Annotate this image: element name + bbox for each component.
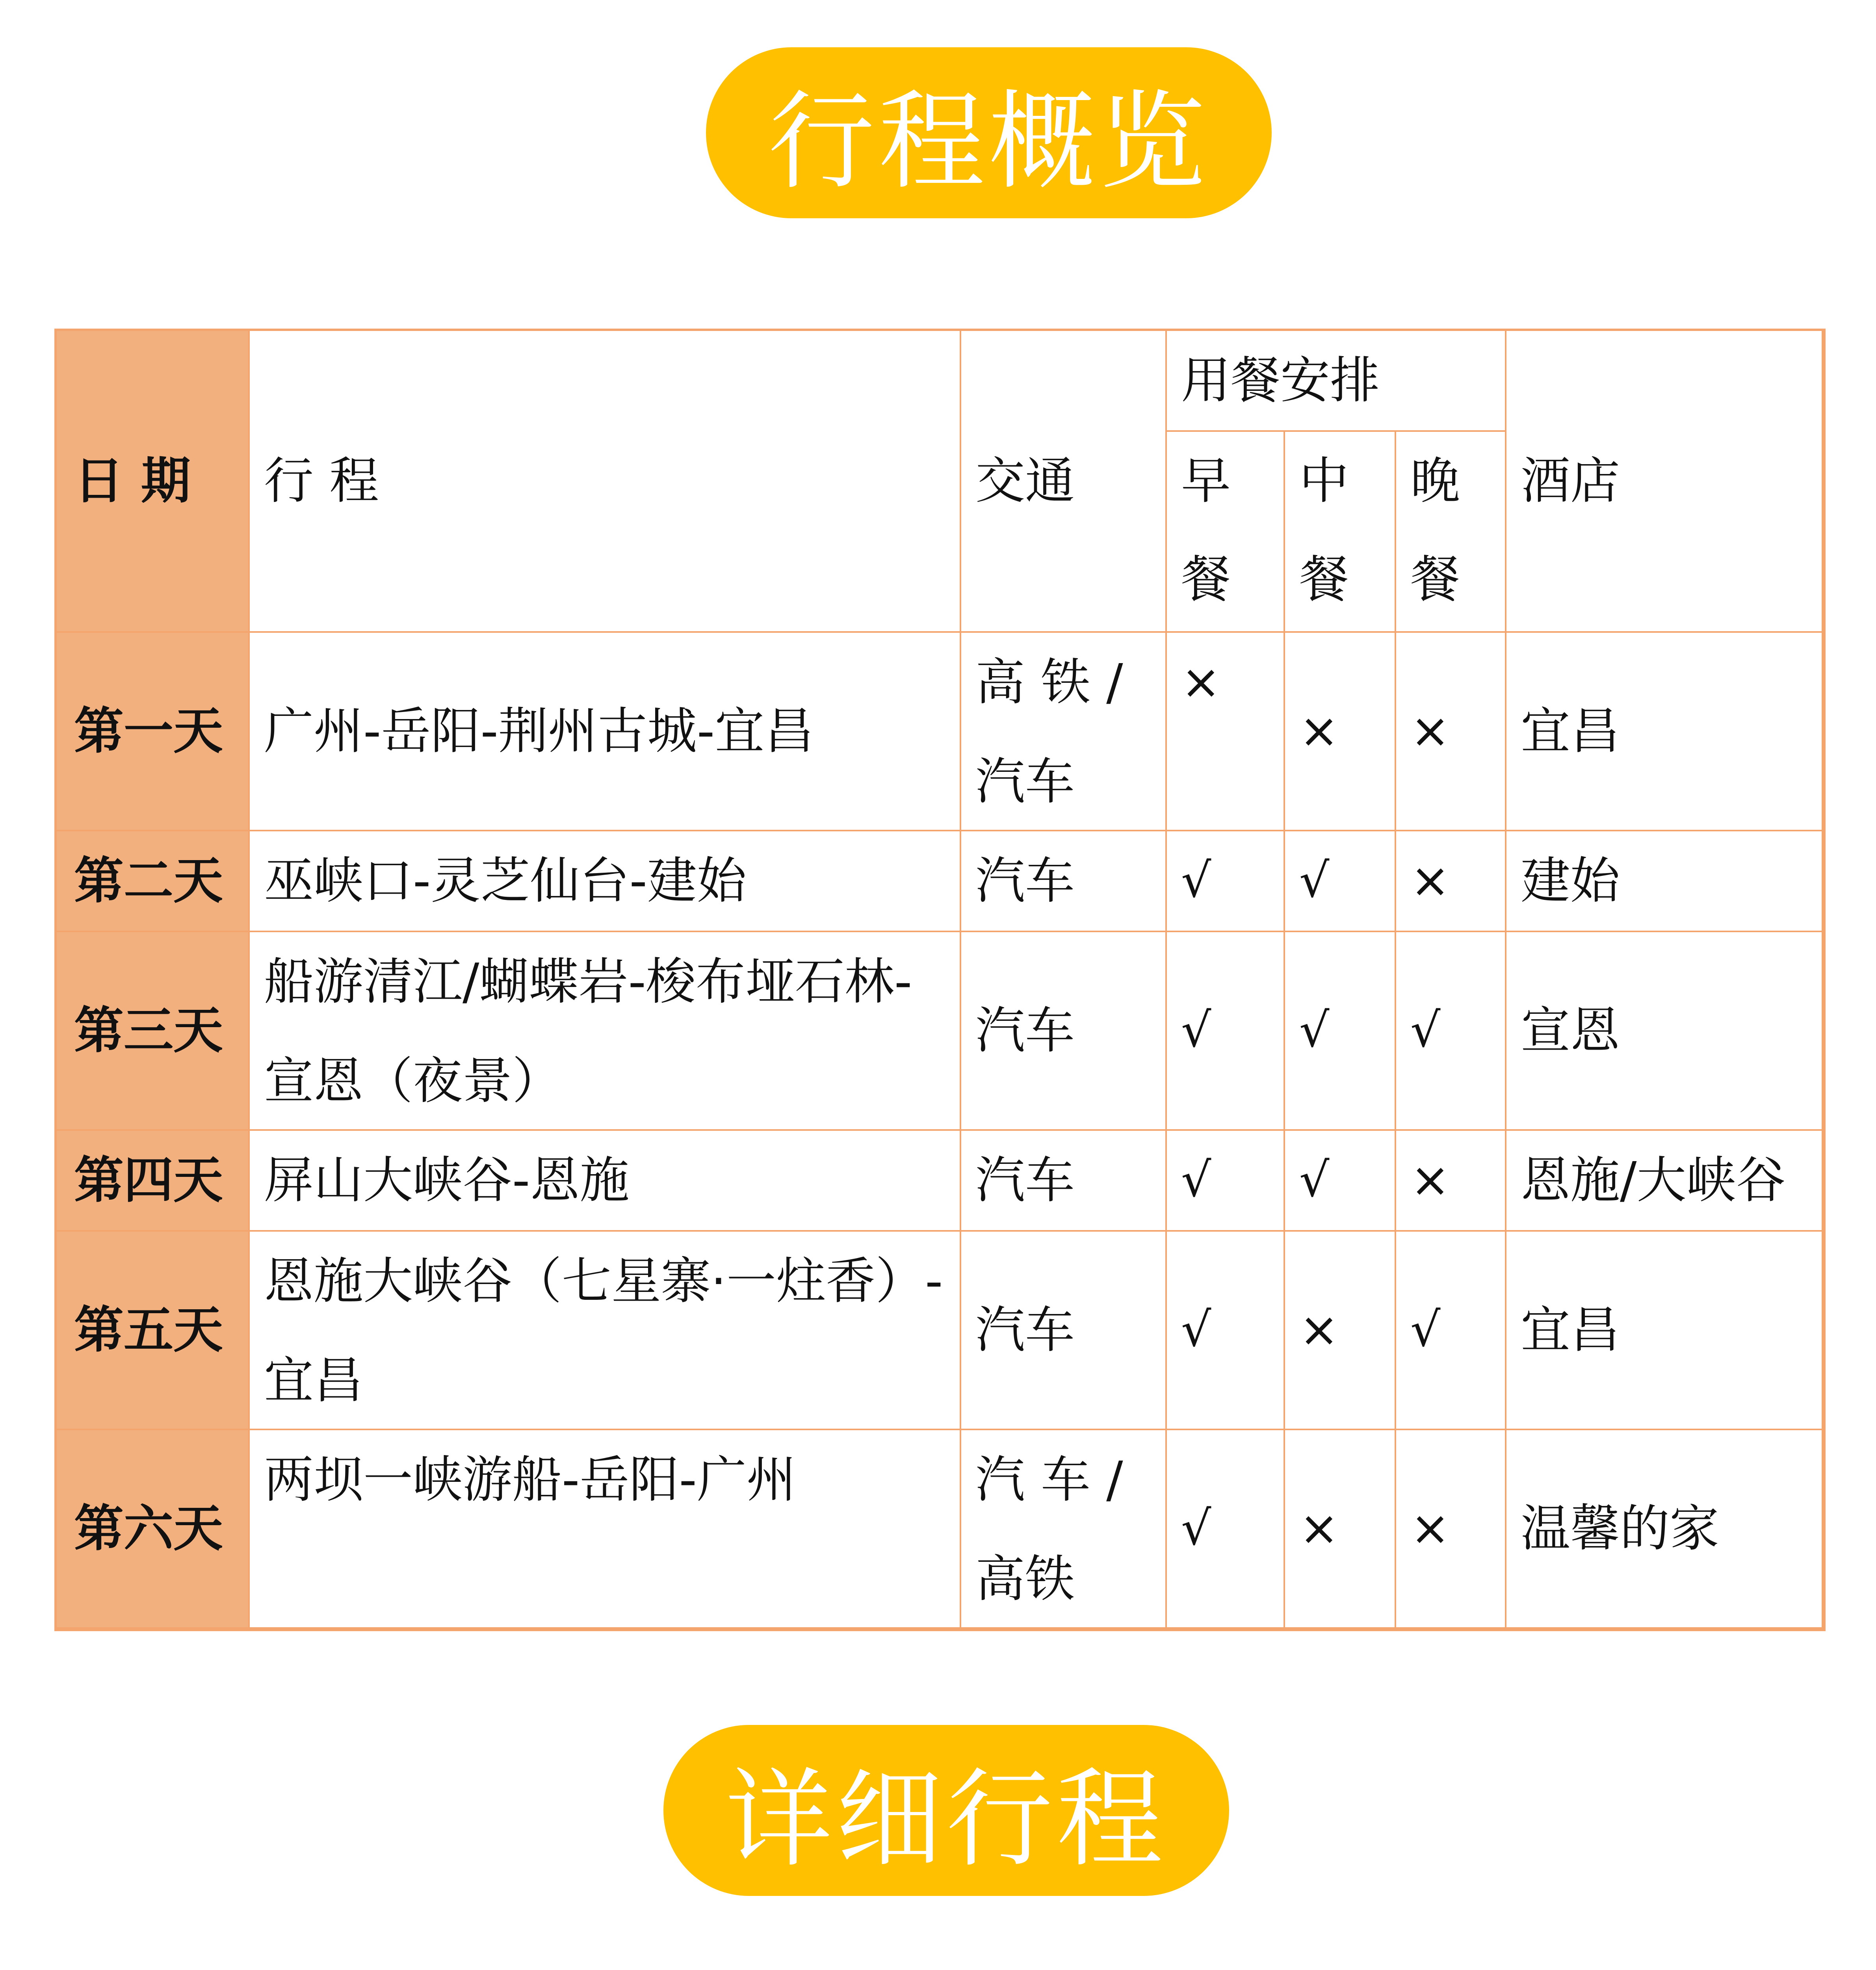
row4-breakfast: √ bbox=[1167, 1131, 1285, 1232]
row3-day: 第三天 bbox=[57, 932, 250, 1131]
row6-hotel: 温馨的家 bbox=[1506, 1430, 1823, 1629]
row4-lunch: √ bbox=[1285, 1131, 1396, 1232]
row6-route: 两坝一峡游船-岳阳-广州 bbox=[250, 1430, 961, 1629]
row2-dinner: × bbox=[1396, 831, 1506, 932]
row1-hotel: 宜昌 bbox=[1506, 633, 1823, 831]
row3-breakfast: √ bbox=[1167, 932, 1285, 1131]
header-breakfast: 早 餐 bbox=[1167, 432, 1285, 633]
section-title-overview: 行程概览 bbox=[706, 47, 1272, 218]
header-lunch: 中 餐 bbox=[1285, 432, 1396, 633]
row2-lunch: √ bbox=[1285, 831, 1396, 932]
row2-transport: 汽车 bbox=[961, 831, 1167, 932]
row2-route: 巫峡口-灵芝仙台-建始 bbox=[250, 831, 961, 932]
row6-dinner: × bbox=[1396, 1430, 1506, 1629]
header-dinner: 晚 餐 bbox=[1396, 432, 1506, 633]
row2-day: 第二天 bbox=[57, 831, 250, 932]
row5-breakfast: √ bbox=[1167, 1232, 1285, 1430]
row4-route: 屏山大峡谷-恩施 bbox=[250, 1131, 961, 1232]
row5-day: 第五天 bbox=[57, 1232, 250, 1430]
row6-transport: 汽 车 / 高铁 bbox=[961, 1430, 1167, 1629]
header-transport: 交通 bbox=[961, 331, 1167, 633]
row6-day: 第六天 bbox=[57, 1430, 250, 1629]
header-date: 日 期 bbox=[57, 331, 250, 633]
row1-day: 第一天 bbox=[57, 633, 250, 831]
row4-hotel: 恩施/大峡谷 bbox=[1506, 1131, 1823, 1232]
row3-route: 船游清江/蝴蝶岩-梭布垭石林- 宣恩（夜景） bbox=[250, 932, 961, 1131]
row6-lunch: × bbox=[1285, 1430, 1396, 1629]
row4-transport: 汽车 bbox=[961, 1131, 1167, 1232]
row5-route: 恩施大峡谷（七星寨·一炷香）- 宜昌 bbox=[250, 1232, 961, 1430]
row3-lunch: √ bbox=[1285, 932, 1396, 1131]
row4-day: 第四天 bbox=[57, 1131, 250, 1232]
row1-dinner: × bbox=[1396, 633, 1506, 831]
header-itinerary: 行 程 bbox=[250, 331, 961, 633]
row3-hotel: 宣恩 bbox=[1506, 932, 1823, 1131]
row1-transport: 高 铁 / 汽车 bbox=[961, 633, 1167, 831]
section-title-detail: 详细行程 bbox=[663, 1725, 1229, 1896]
row5-transport: 汽车 bbox=[961, 1232, 1167, 1430]
header-hotel: 酒店 bbox=[1506, 331, 1823, 633]
row2-hotel: 建始 bbox=[1506, 831, 1823, 932]
row6-breakfast: √ bbox=[1167, 1430, 1285, 1629]
row5-hotel: 宜昌 bbox=[1506, 1232, 1823, 1430]
row3-transport: 汽车 bbox=[961, 932, 1167, 1131]
row2-breakfast: √ bbox=[1167, 831, 1285, 932]
row5-lunch: × bbox=[1285, 1232, 1396, 1430]
row1-lunch: × bbox=[1285, 633, 1396, 831]
row3-dinner: √ bbox=[1396, 932, 1506, 1131]
row4-dinner: × bbox=[1396, 1131, 1506, 1232]
header-meals: 用餐安排 bbox=[1167, 331, 1506, 432]
row1-route: 广州-岳阳-荆州古城-宜昌 bbox=[250, 633, 961, 831]
row1-breakfast: × bbox=[1167, 633, 1285, 831]
row5-dinner: √ bbox=[1396, 1232, 1506, 1430]
